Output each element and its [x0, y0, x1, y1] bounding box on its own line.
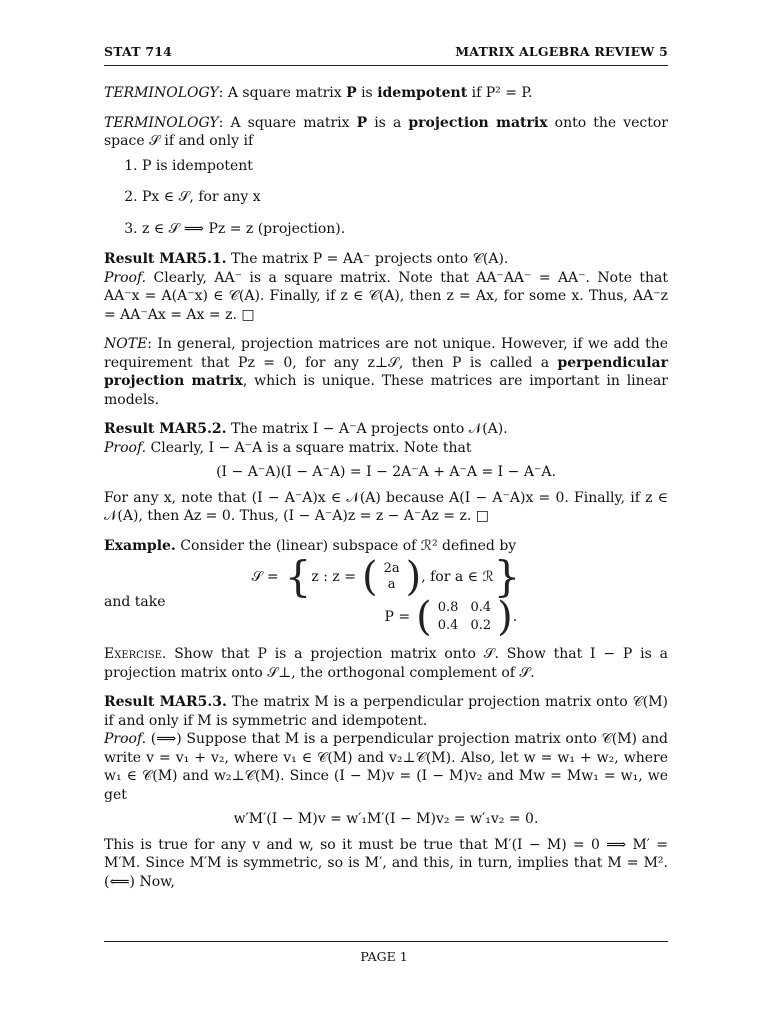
page-number: PAGE 1 [360, 949, 408, 964]
footer-rule [104, 941, 668, 942]
projection-conditions-list [104, 157, 668, 239]
display-equation: w′M′(I − M)v = w′₁M′(I − M)v₂ = w′₁v₂ = 0. [233, 811, 539, 827]
document-body [104, 84, 668, 891]
result-mar5-1: Result MAR5.1. The matrix P = AA⁻ projects onto 𝒞(A). Proof. Clearly, AA⁻ is a square matrix. Note that AA⁻AA⁻ = AA⁻. Note that AA⁻x = A(A⁻x) ∈ 𝒞(A). Finally, if z ∈ 𝒞(A), then z = Ax, for some x. Thus, AA⁻z = AA⁻Ax = Ax = z. □ [104, 251, 668, 323]
matrix-P: 0.8 0.4 0.4 0.2 [437, 600, 492, 633]
course-label: STAT 714 [104, 44, 173, 59]
subspace-definition: 𝒮 = { z : z = ( 2a a ) , for a ∈ ℛ } [251, 552, 521, 601]
result-mar5-2: Result MAR5.2. The matrix I − A⁻A projects onto 𝒩(A). Proof. Clearly, I − A⁻A is a square matrix. Note that [104, 421, 508, 456]
result-mar5-3-continuation: This is true for any v and w, so it must be true that M′(I − M) = 0 ⟹ M′ = M′M. Since M′M is symmetric, so is M′, and this, in turn, implies that M = M². (⟸) Now, [104, 836, 668, 890]
terminology-idempotent: TERMINOLOGY: A square matrix P is idempotent if P² = P. [104, 85, 533, 101]
list-item: 1. P is idempotent [142, 157, 668, 176]
terminology-projection: TERMINOLOGY: A square matrix P is a projection matrix onto the vector space 𝒮 if and only if [104, 114, 668, 149]
result-mar5-2-conclusion: For any x, note that (I − A⁻A)x ∈ 𝒩(A) because A(I − A⁻A)x = 0. Finally, if z ∈ 𝒩(A), then Az = 0. Thus, (I − A⁻A)z = z − A⁻Az = z. □ [104, 489, 668, 524]
vector: 2a a [383, 561, 400, 592]
header-rule [104, 65, 668, 66]
matrix-P-definition: and take P = ( 0.8 0.4 0.4 0.2 ) . [104, 594, 518, 640]
list-item: 2. Px ∈ 𝒮, for any x [142, 188, 668, 207]
section-title: MATRIX ALGEBRA REVIEW 5 [455, 44, 668, 59]
page-header [104, 44, 668, 59]
display-equation: (I − A⁻A)(I − A⁻A) = I − 2A⁻A + A⁻A = I − A⁻A. [216, 464, 556, 480]
exercise-paragraph: Exercise. Show that P is a projection matrix onto 𝒮. Show that I − P is a projection matrix onto 𝒮⊥, the orthogonal complement of 𝒮. [104, 646, 668, 681]
note-paragraph: NOTE: In general, projection matrices are not unique. However, if we add the requirement that Pz = 0, for any z⊥𝒮, then P is called a perpendicular projection matrix, which is unique. These matrices are important in linear models. [104, 336, 668, 408]
list-item: 3. z ∈ 𝒮 ⟹ Pz = z (projection). [142, 220, 668, 239]
example-intro: Example. Consider the (linear) subspace of ℛ² defined by [104, 537, 517, 554]
result-mar5-3: Result MAR5.3. The matrix M is a perpendicular projection matrix onto 𝒞(M) if and only if M is symmetric and idempotent. Proof. (⟹) Suppose that M is a perpendicular projection matrix onto 𝒞(M) and write v = v₁ + v₂, where v₁ ∈ 𝒞(M) and v₂⊥𝒞(M). Also, let w = w₁ + w₂, where w₁ ∈ 𝒞(M) and w₂⊥𝒞(M). Since (I − M)v = (I − M)v₂ and Mw = Mw₁ = w₁, we get [104, 694, 668, 803]
